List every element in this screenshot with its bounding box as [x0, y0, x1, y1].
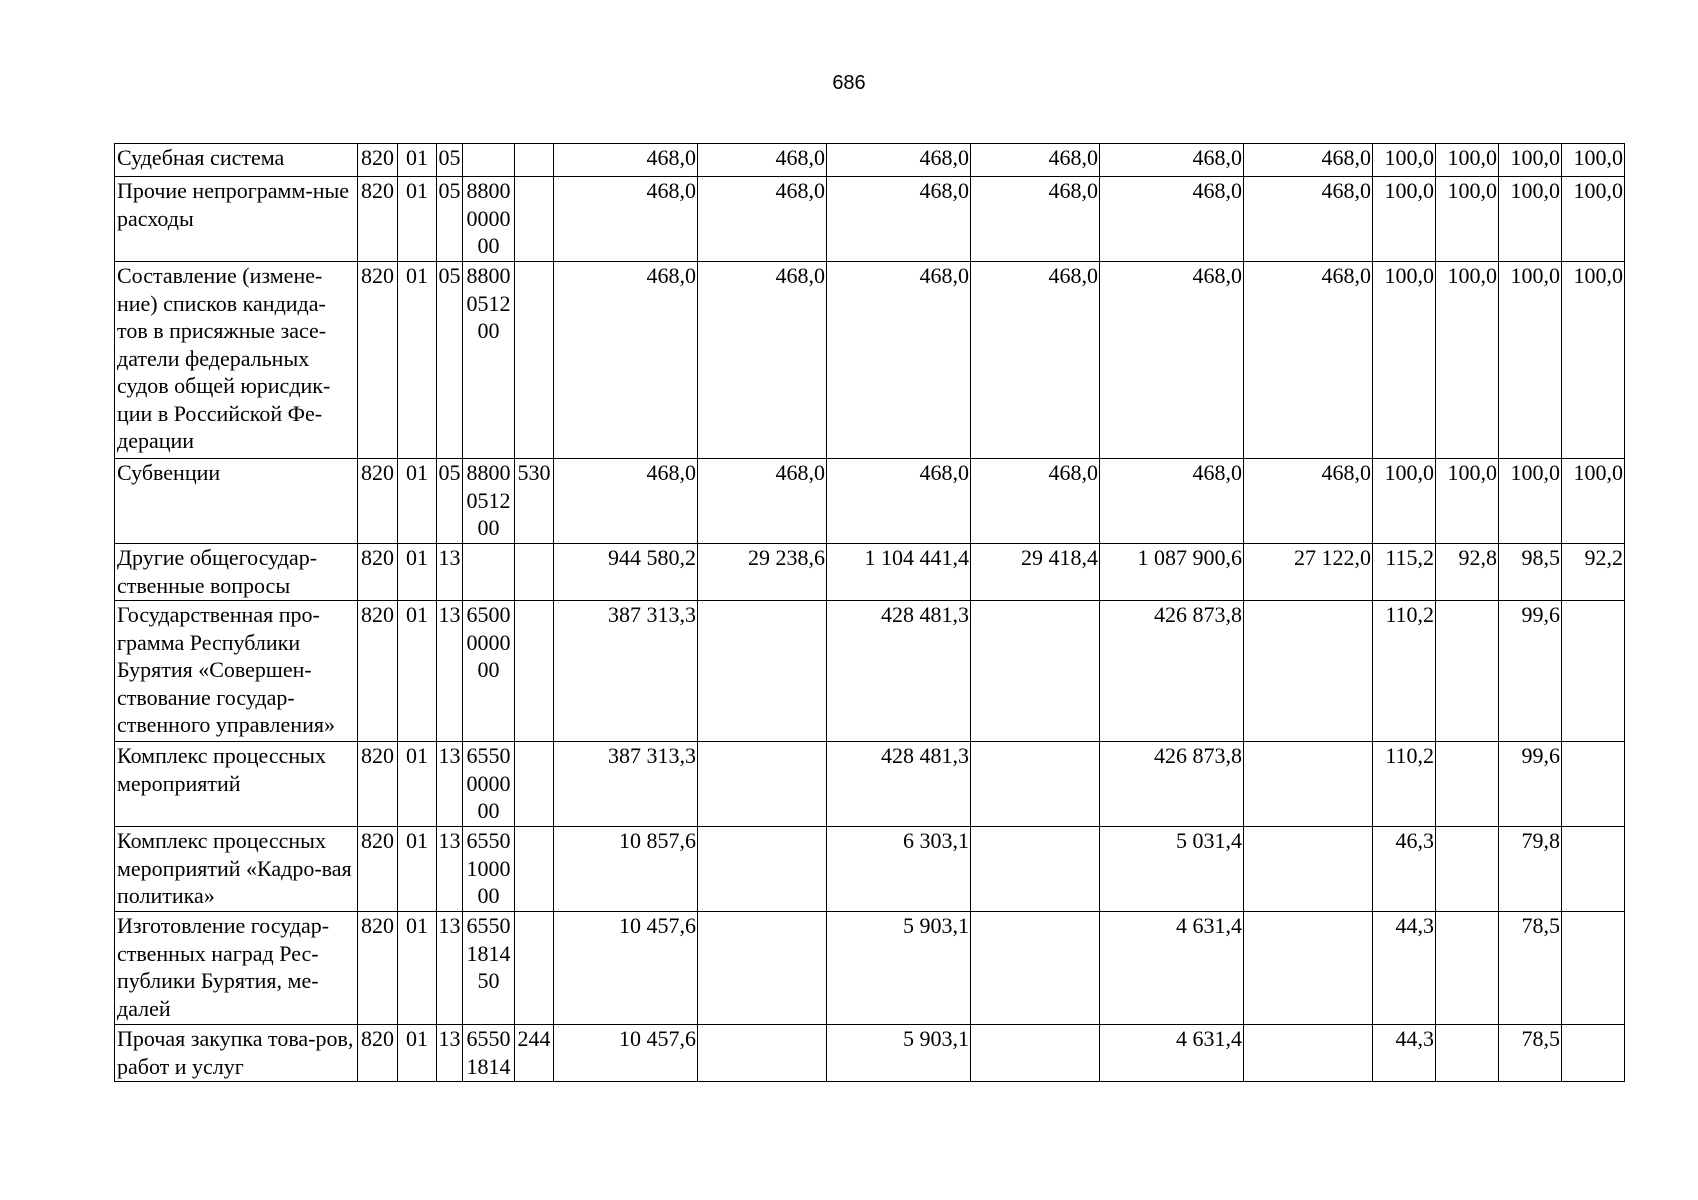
code-vr: [515, 912, 554, 1025]
table-row: [115, 544, 1625, 601]
percent-3: 99,6: [1499, 601, 1562, 742]
code-vr: 530: [515, 459, 554, 544]
amount-6: [1244, 827, 1373, 912]
page-number: 686: [832, 72, 866, 94]
amount-2: 29 238,6: [698, 544, 827, 601]
amount-5: 468,0: [1100, 262, 1244, 459]
code-gr: 820: [358, 262, 398, 459]
percent-2: [1436, 912, 1499, 1025]
code-rz: 01: [398, 912, 437, 1025]
percent-4: [1562, 1025, 1625, 1082]
code-pr: 05: [437, 262, 463, 459]
code-csr: 8800000000: [463, 177, 515, 262]
row-name: Прочая закупка това-ров, работ и услуг: [115, 1025, 358, 1082]
code-pr: 13: [437, 1025, 463, 1082]
percent-4: [1562, 601, 1625, 742]
percent-3: 78,5: [1499, 912, 1562, 1025]
percent-1: 110,2: [1373, 601, 1436, 742]
percent-4: 92,2: [1562, 544, 1625, 601]
percent-3: 78,5: [1499, 1025, 1562, 1082]
amount-2: [698, 1025, 827, 1082]
row-name: Прочие непрограмм-ные расходы: [115, 177, 358, 262]
amount-5: 4 631,4: [1100, 912, 1244, 1025]
code-gr: 820: [358, 544, 398, 601]
percent-3: 79,8: [1499, 827, 1562, 912]
amount-6: 468,0: [1244, 144, 1373, 177]
code-rz: 01: [398, 827, 437, 912]
table-row: [115, 177, 1625, 262]
percent-1: 115,2: [1373, 544, 1436, 601]
amount-2: 468,0: [698, 459, 827, 544]
percent-2: [1436, 742, 1499, 827]
code-pr: 13: [437, 912, 463, 1025]
code-pr: 13: [437, 742, 463, 827]
amount-6: [1244, 1025, 1373, 1082]
code-vr: [515, 544, 554, 601]
code-pr: 13: [437, 601, 463, 742]
table-row: [115, 827, 1625, 912]
code-rz: 01: [398, 262, 437, 459]
row-name: Изготовление государ-ственных наград Рес-публики Бурятия, ме-далей: [115, 912, 358, 1025]
code-gr: 820: [358, 912, 398, 1025]
code-rz: 01: [398, 544, 437, 601]
percent-4: 100,0: [1562, 177, 1625, 262]
amount-4: [971, 912, 1100, 1025]
percent-1: 100,0: [1373, 262, 1436, 459]
percent-2: 92,8: [1436, 544, 1499, 601]
code-csr: 8800051200: [463, 459, 515, 544]
amount-4: [971, 742, 1100, 827]
percent-3: 100,0: [1499, 177, 1562, 262]
percent-2: 100,0: [1436, 144, 1499, 177]
percent-4: 100,0: [1562, 262, 1625, 459]
amount-5: 426 873,8: [1100, 742, 1244, 827]
percent-1: 110,2: [1373, 742, 1436, 827]
code-vr: [515, 742, 554, 827]
table-row: [115, 1025, 1625, 1082]
code-rz: 01: [398, 459, 437, 544]
amount-6: [1244, 601, 1373, 742]
amount-4: 468,0: [971, 144, 1100, 177]
code-csr: 6550181450: [463, 912, 515, 1025]
code-gr: 820: [358, 1025, 398, 1082]
percent-3: 100,0: [1499, 459, 1562, 544]
amount-4: 468,0: [971, 459, 1100, 544]
table-row: [115, 601, 1625, 742]
amount-4: [971, 1025, 1100, 1082]
amount-6: 468,0: [1244, 262, 1373, 459]
code-rz: 01: [398, 601, 437, 742]
code-vr: [515, 177, 554, 262]
percent-4: 100,0: [1562, 459, 1625, 544]
code-csr: 6550000000: [463, 742, 515, 827]
amount-3: 468,0: [827, 144, 971, 177]
amount-5: 468,0: [1100, 459, 1244, 544]
percent-2: 100,0: [1436, 262, 1499, 459]
amount-3: 468,0: [827, 262, 971, 459]
amount-1: 468,0: [554, 459, 698, 544]
code-pr: 05: [437, 459, 463, 544]
percent-3: 100,0: [1499, 144, 1562, 177]
percent-1: 44,3: [1373, 1025, 1436, 1082]
row-name: Комплекс процессных мероприятий: [115, 742, 358, 827]
percent-4: 100,0: [1562, 144, 1625, 177]
code-rz: 01: [398, 177, 437, 262]
amount-4: [971, 827, 1100, 912]
amount-1: 10 457,6: [554, 1025, 698, 1082]
amount-3: 428 481,3: [827, 601, 971, 742]
code-csr: [463, 144, 515, 177]
code-pr: 13: [437, 827, 463, 912]
amount-1: 468,0: [554, 144, 698, 177]
code-rz: 01: [398, 1025, 437, 1082]
percent-1: 100,0: [1373, 177, 1436, 262]
percent-4: [1562, 742, 1625, 827]
table-row: [115, 262, 1625, 459]
table-row: [115, 912, 1625, 1025]
row-name: Судебная система: [115, 144, 358, 177]
amount-2: [698, 827, 827, 912]
code-gr: 820: [358, 742, 398, 827]
amount-2: [698, 742, 827, 827]
code-gr: 820: [358, 459, 398, 544]
percent-2: [1436, 601, 1499, 742]
amount-3: 468,0: [827, 459, 971, 544]
amount-5: 468,0: [1100, 144, 1244, 177]
amount-6: 27 122,0: [1244, 544, 1373, 601]
code-csr: 6550100000: [463, 827, 515, 912]
code-csr: [463, 544, 515, 601]
amount-5: 4 631,4: [1100, 1025, 1244, 1082]
percent-3: 99,6: [1499, 742, 1562, 827]
amount-3: 468,0: [827, 177, 971, 262]
code-csr: 65501814: [463, 1025, 515, 1082]
percent-1: 44,3: [1373, 912, 1436, 1025]
code-gr: 820: [358, 827, 398, 912]
amount-1: 10 857,6: [554, 827, 698, 912]
amount-2: 468,0: [698, 177, 827, 262]
amount-5: 1 087 900,6: [1100, 544, 1244, 601]
code-vr: [515, 262, 554, 459]
code-gr: 820: [358, 601, 398, 742]
row-name: Другие общегосудар-ственные вопросы: [115, 544, 358, 601]
amount-6: 468,0: [1244, 177, 1373, 262]
amount-3: 6 303,1: [827, 827, 971, 912]
amount-1: 387 313,3: [554, 601, 698, 742]
amount-5: 5 031,4: [1100, 827, 1244, 912]
code-vr: [515, 144, 554, 177]
percent-1: 46,3: [1373, 827, 1436, 912]
amount-3: 1 104 441,4: [827, 544, 971, 601]
code-pr: 05: [437, 177, 463, 262]
amount-1: 468,0: [554, 262, 698, 459]
amount-2: [698, 912, 827, 1025]
amount-1: 468,0: [554, 177, 698, 262]
amount-3: 5 903,1: [827, 1025, 971, 1082]
code-gr: 820: [358, 177, 398, 262]
code-gr: 820: [358, 144, 398, 177]
code-csr: 8800051200: [463, 262, 515, 459]
table-row: [115, 144, 1625, 177]
row-name: Государственная про-грамма Республики Бурятия «Совершен-ствование государ-ственного управления»: [115, 601, 358, 742]
percent-4: [1562, 827, 1625, 912]
amount-1: 10 457,6: [554, 912, 698, 1025]
percent-2: 100,0: [1436, 459, 1499, 544]
code-pr: 13: [437, 544, 463, 601]
table-row: [115, 742, 1625, 827]
amount-6: 468,0: [1244, 459, 1373, 544]
code-pr: 05: [437, 144, 463, 177]
percent-3: 98,5: [1499, 544, 1562, 601]
percent-3: 100,0: [1499, 262, 1562, 459]
amount-6: [1244, 912, 1373, 1025]
code-rz: 01: [398, 144, 437, 177]
amount-2: [698, 601, 827, 742]
percent-4: [1562, 912, 1625, 1025]
amount-5: 468,0: [1100, 177, 1244, 262]
code-vr: [515, 827, 554, 912]
budget-table: [114, 143, 1625, 1082]
amount-4: 468,0: [971, 262, 1100, 459]
table-row: [115, 459, 1625, 544]
amount-3: 428 481,3: [827, 742, 971, 827]
amount-4: [971, 601, 1100, 742]
amount-2: 468,0: [698, 262, 827, 459]
percent-2: 100,0: [1436, 177, 1499, 262]
percent-2: [1436, 1025, 1499, 1082]
amount-1: 944 580,2: [554, 544, 698, 601]
code-vr: [515, 601, 554, 742]
amount-2: 468,0: [698, 144, 827, 177]
row-name: Составление (измене-ние) списков кандида-тов в присяжные засе-датели федеральных судов общей юрисдик-ции в Российской Фе-дерации: [115, 262, 358, 459]
percent-2: [1436, 827, 1499, 912]
percent-1: 100,0: [1373, 144, 1436, 177]
amount-4: 468,0: [971, 177, 1100, 262]
amount-1: 387 313,3: [554, 742, 698, 827]
code-csr: 6500000000: [463, 601, 515, 742]
row-name: Субвенции: [115, 459, 358, 544]
amount-3: 5 903,1: [827, 912, 971, 1025]
code-rz: 01: [398, 742, 437, 827]
amount-6: [1244, 742, 1373, 827]
percent-1: 100,0: [1373, 459, 1436, 544]
amount-5: 426 873,8: [1100, 601, 1244, 742]
code-vr: 244: [515, 1025, 554, 1082]
row-name: Комплекс процессных мероприятий «Кадро-вая политика»: [115, 827, 358, 912]
amount-4: 29 418,4: [971, 544, 1100, 601]
